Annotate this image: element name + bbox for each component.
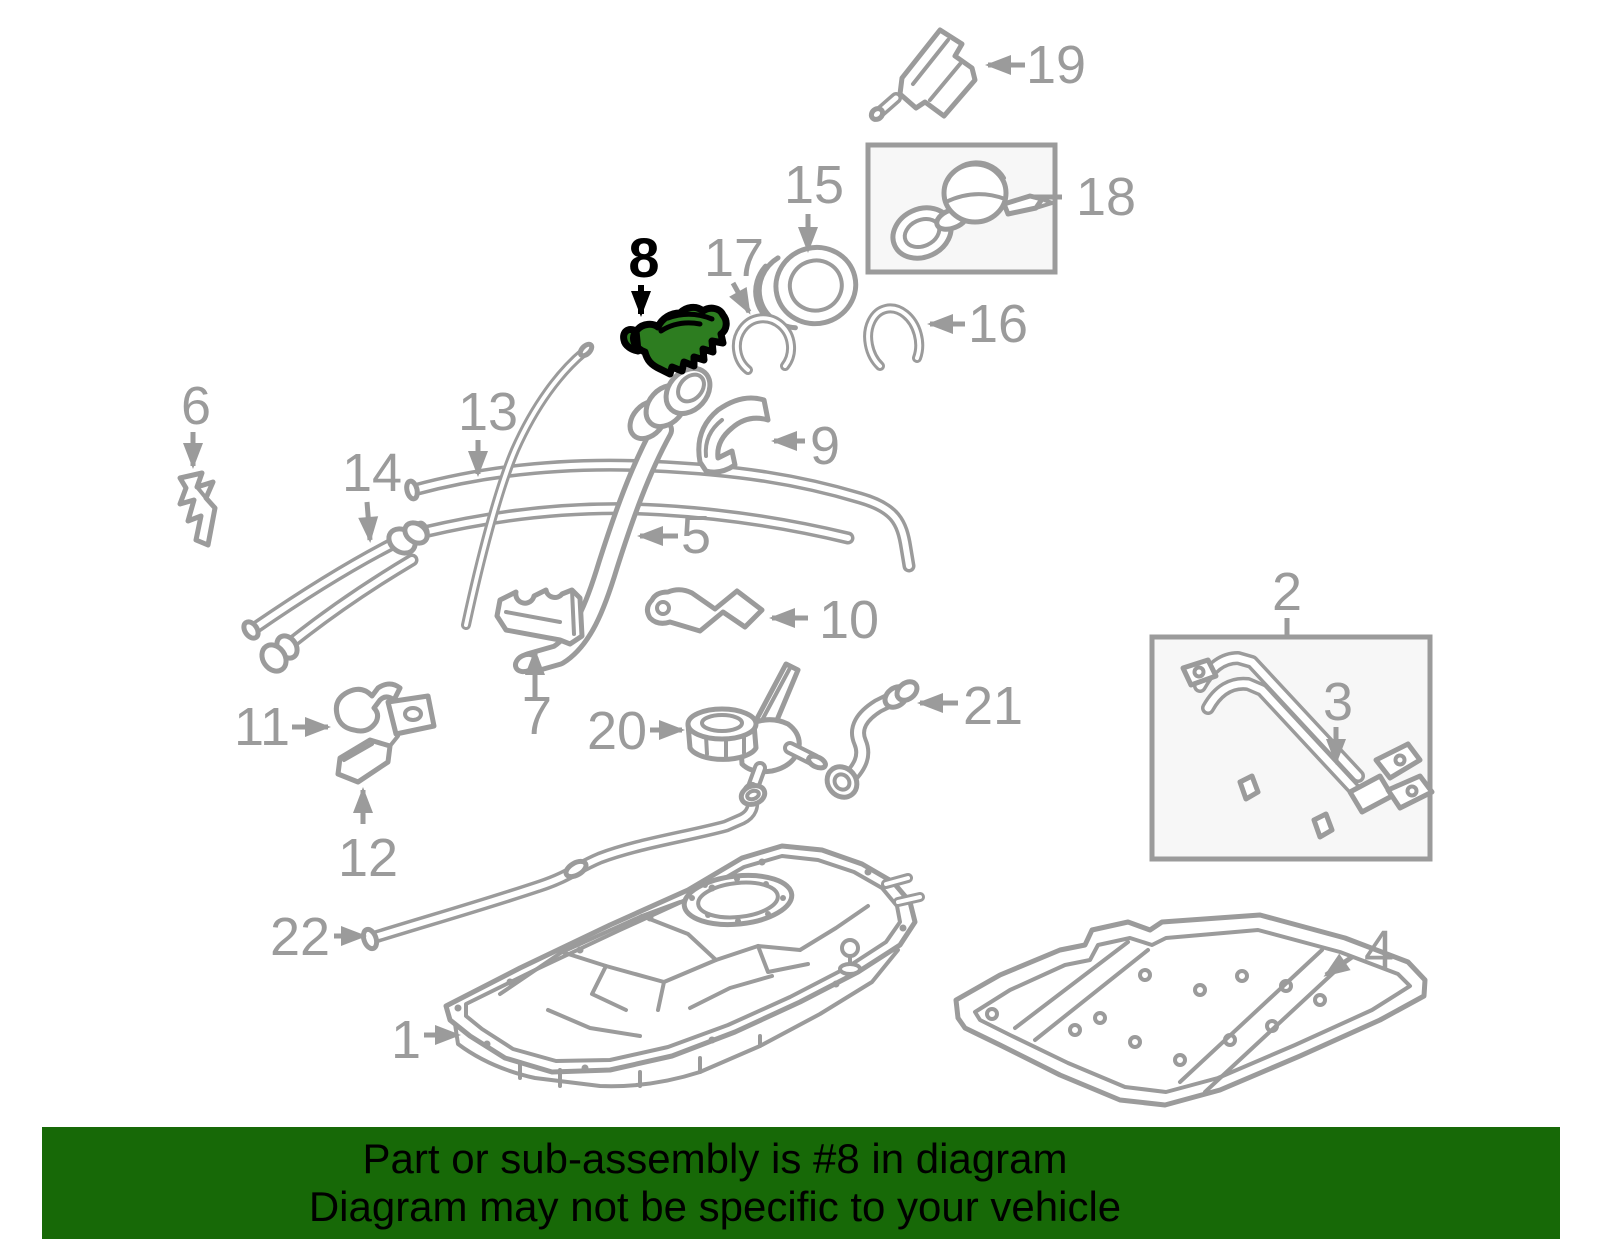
part-label-2: 2 bbox=[1271, 562, 1303, 622]
bracket-12-drawing bbox=[338, 736, 398, 782]
part-label-3: 3 bbox=[1322, 672, 1354, 732]
clamp-11-drawing bbox=[336, 684, 434, 734]
part-label-5: 5 bbox=[680, 505, 712, 565]
part-label-21: 21 bbox=[962, 676, 1024, 736]
part-label-16: 16 bbox=[967, 294, 1029, 354]
part-label-4: 4 bbox=[1363, 920, 1395, 980]
highlighted-part-8-drawing bbox=[624, 307, 727, 374]
part-label-15: 15 bbox=[783, 155, 845, 215]
banner-line-1: Part or sub-assembly is #8 in diagram bbox=[362, 1135, 1068, 1182]
part-label-9: 9 bbox=[809, 416, 841, 476]
retainer-clip-drawing bbox=[180, 473, 215, 545]
fuel-tank-drawing bbox=[446, 846, 920, 1086]
leader-arrow-14 bbox=[367, 502, 370, 540]
part-label-11: 11 bbox=[233, 697, 291, 757]
highlight-banner bbox=[42, 1127, 1560, 1239]
part-label-17: 17 bbox=[703, 228, 765, 288]
hose-21-drawing bbox=[821, 678, 921, 803]
bracket-10-drawing bbox=[647, 590, 762, 631]
banner-line-2: Diagram may not be specific to your vehicle bbox=[308, 1183, 1122, 1230]
part-19-valve-drawing bbox=[869, 30, 975, 122]
part-label-14: 14 bbox=[341, 443, 403, 503]
part-label-20: 20 bbox=[586, 701, 648, 761]
shield-half-drawing bbox=[699, 398, 768, 472]
fuel-tube-14-drawing bbox=[241, 519, 431, 676]
part-label-13: 13 bbox=[457, 382, 519, 442]
part-label-10: 10 bbox=[818, 590, 880, 650]
clamp-bracket-7-drawing bbox=[497, 590, 582, 644]
snap-ring-16-drawing bbox=[868, 308, 919, 366]
part-label-7: 7 bbox=[521, 686, 553, 746]
part-label-1: 1 bbox=[390, 1010, 422, 1070]
part-label-22: 22 bbox=[269, 907, 331, 967]
part-label-18: 18 bbox=[1075, 167, 1137, 227]
part-label-19: 19 bbox=[1025, 35, 1087, 95]
part-label-8: 8 bbox=[628, 226, 660, 289]
skid-plate-drawing bbox=[956, 915, 1425, 1105]
snap-ring-17-drawing bbox=[737, 318, 791, 370]
part-label-12: 12 bbox=[337, 828, 399, 888]
valve-assembly-20-drawing bbox=[688, 664, 827, 804]
part-label-6: 6 bbox=[180, 376, 212, 436]
